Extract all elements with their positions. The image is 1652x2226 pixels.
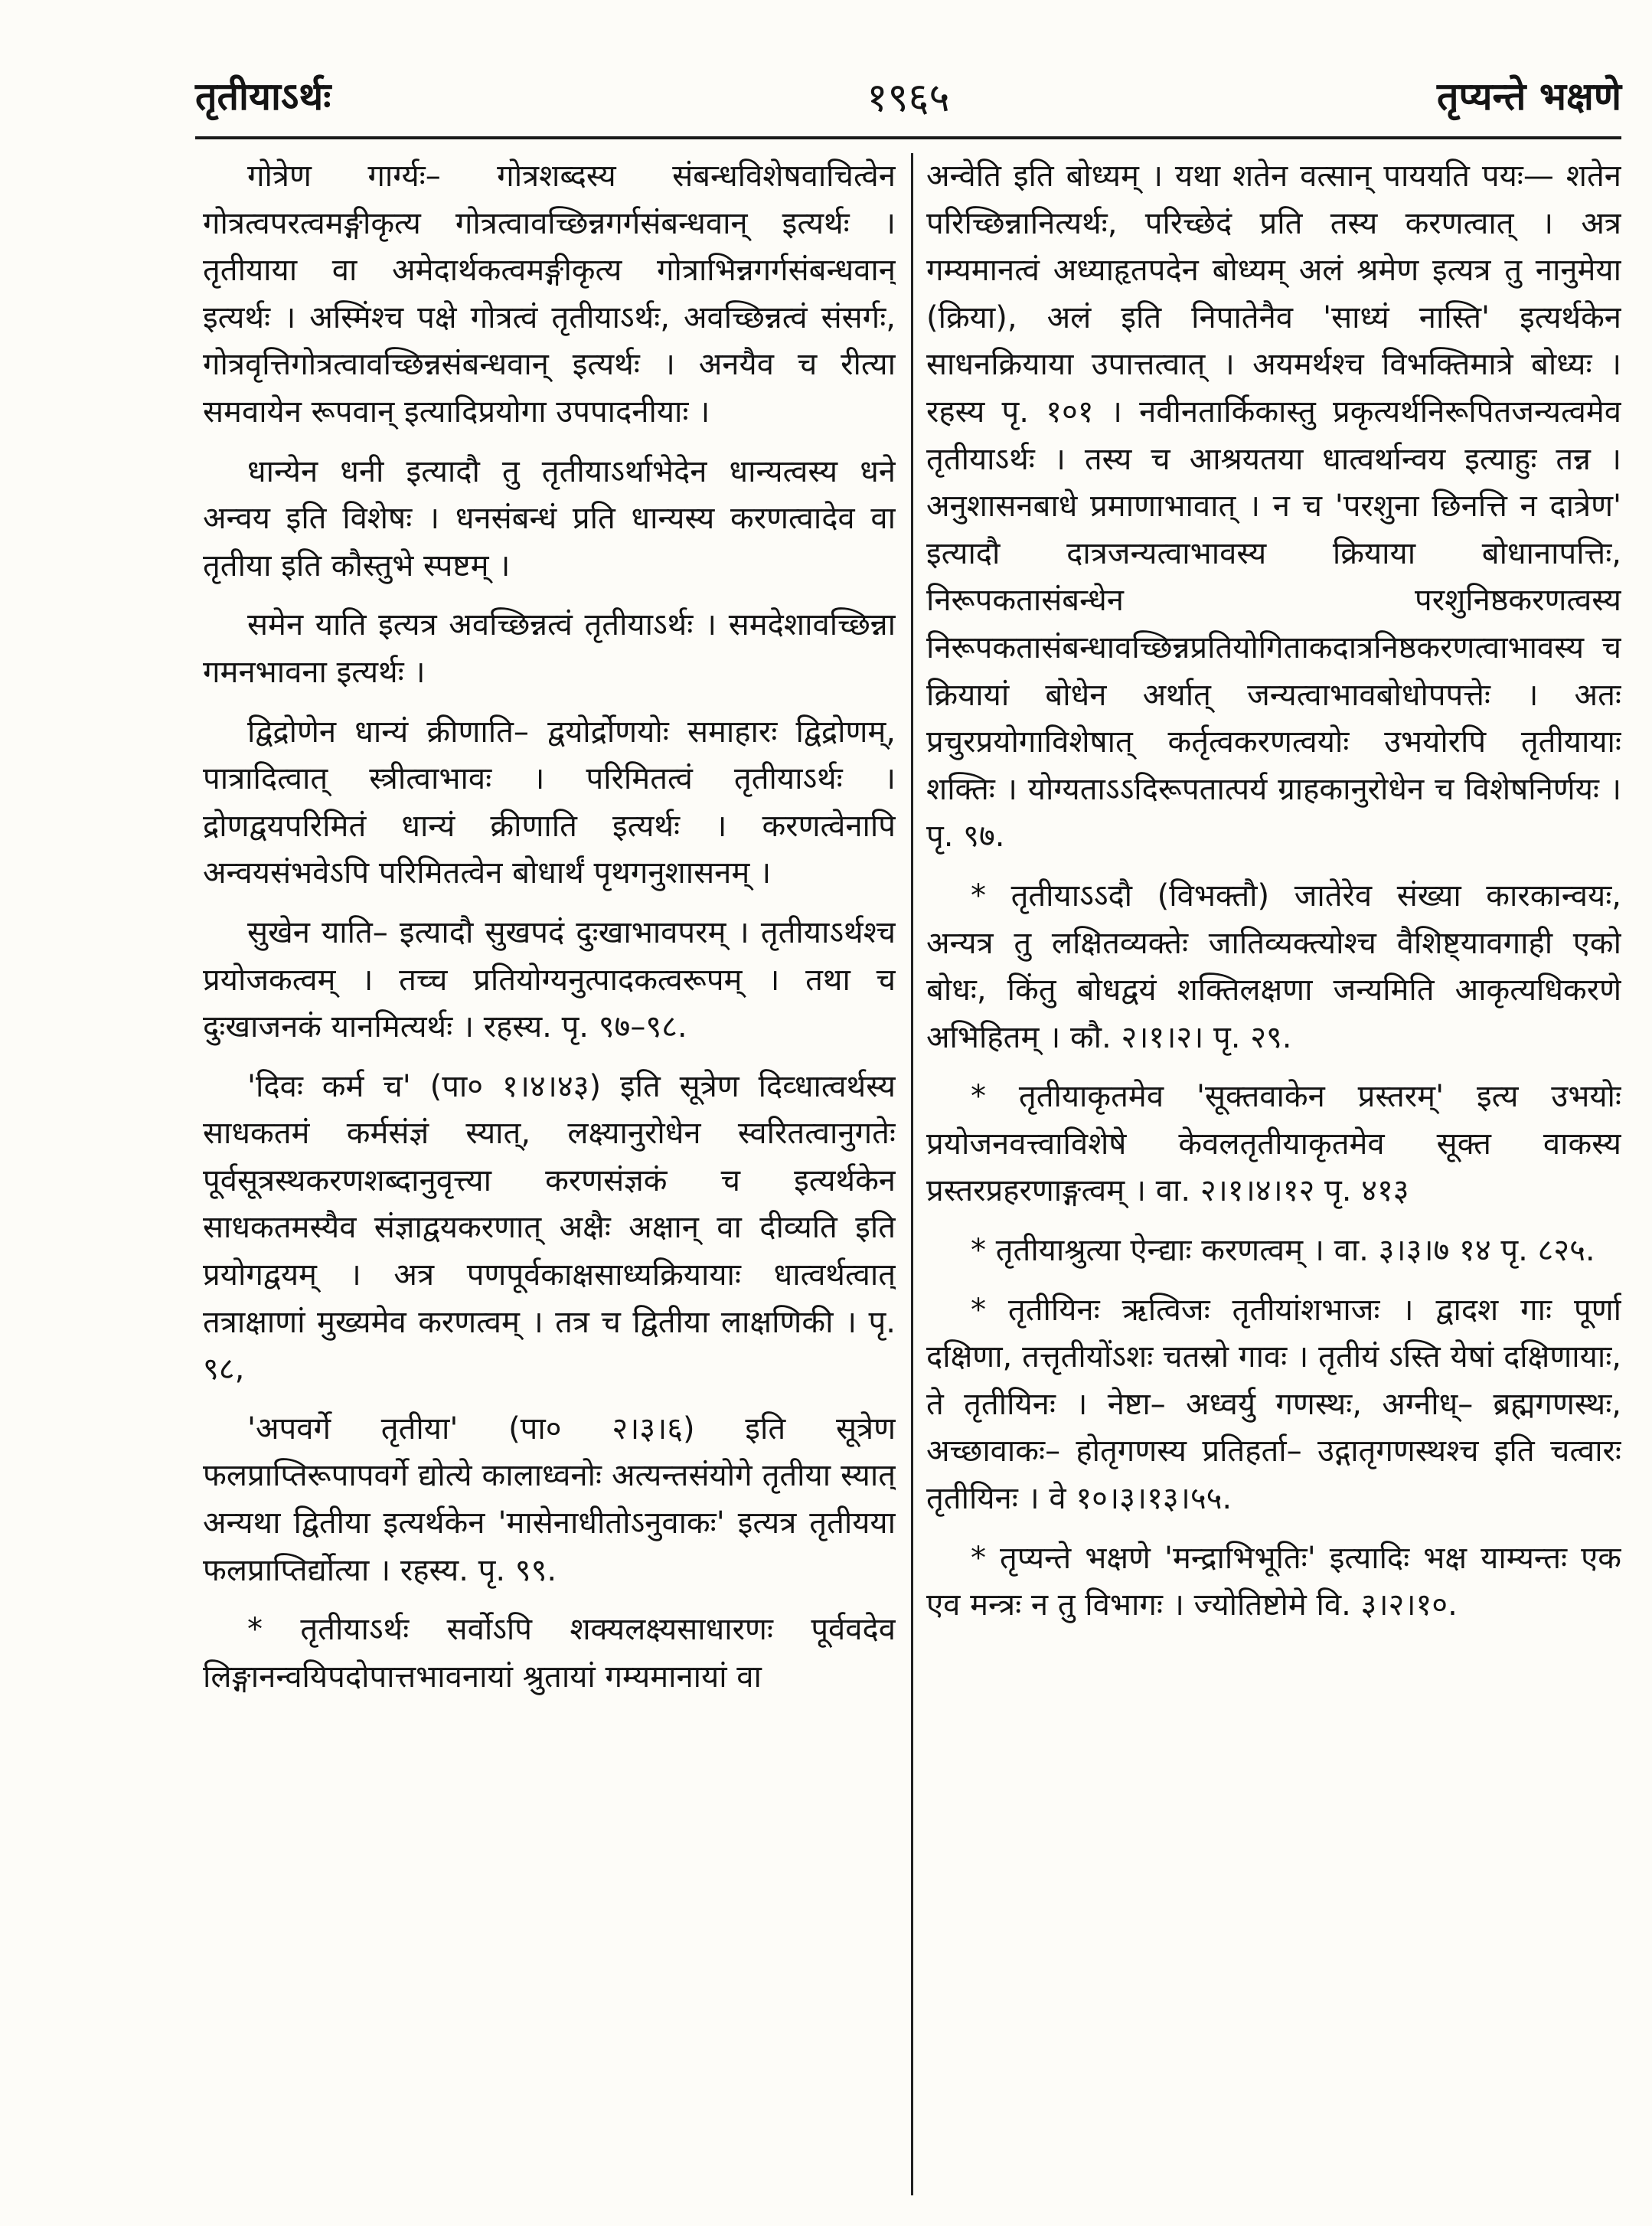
entry-trpyante: * तृप्यन्ते भक्षणे 'मन्द्राभिभूतिः' इत्यादिः भक्ष याम्यन्तः एक एव मन्त्रः न तु विभागः । ज्योतिष्टोमे वि. ३।२।१०. [926,1540,1621,1623]
entry-trtiyakrtam: * तृतीयाकृतमेव 'सूक्तवाकेन प्रस्तरम्' इत्य उभयोः प्रयोजनवत्त्वाविशेषे केवलतृतीयाकृतमेव सूक्त वाकस्य प्रस्तरप्रहरणाङ्गत्वम् । वा. २।१।४।१२ पृ. ४१३ [926,1079,1621,1209]
entry-dvidronena: द्विद्रोणेन धान्यं क्रीणाति– द्वयोर्द्रोणयोः समाहारः द्विद्रोणम्, पात्रादित्वात् स्त्रीत्वाभावः । परिमितत्वं तृतीयाऽर्थः । द्रोणद्वयपरिमितं धान्यं क्रीणाति इत्यर्थः । करणत्वेनापि अन्वयसंभवेऽपि परिमितत्वेन बोधार्थं पृथगनुशासनम् । [203,714,896,891]
page-number: १९६५ [867,75,950,121]
entry-divah-karma: 'दिवः कर्म च' (पा० १।४।४३) इति सूत्रेण दिव्धात्वर्थस्य साधकतमं कर्मसंज्ञं स्यात्, लक्ष्यानुरोधेन स्वरितत्वानुगतेः पूर्वसूत्रस्थकरणशब्दानुवृत्त्या करणसंज्ञकं च इत्यर्थकेन साधकतमस्यैव संज्ञाद्वयकरणात् अक्षैः अक्षान् वा दीव्यति इति प्रयोगद्वयम् । अत्र पणपूर्वकाक्षसाध्यक्रियायाः धात्वर्थत्वात् तत्राक्षाणां मुख्यमेव करणत्वम् । तत्र च द्वितीया लाक्षणिकी । पृ. ९८, [203,1068,896,1388]
entry-continuation: अन्वेति इति बोध्यम् । यथा शतेन वत्सान् पाययति पयः— शतेन परिच्छिन्नानित्यर्थः, परिच्छेदं प्रति तस्य करणत्वात् । अत्र गम्यमानत्वं अध्याहृतपदेन बोध्यम् अलं श्रमेण इत्यत्र तु नानुमेया (क्रिया), अलं इति निपातेनैव 'साध्यं नास्ति' इत्यर्थकेन साधनक्रियाया उपात्तत्वात् । अयमर्थश्च विभक्तिमात्रे बोध्यः । रहस्य पृ. १०१ । नवीनतार्किकास्तु प्रकृत्यर्थनिरूपितजन्यत्वमेव तृतीयाऽर्थः । तस्य च आश्रयतया धात्वर्थान्वय इत्याहुः तन्न । अनुशासनबाधे प्रमाणाभावात् । न च 'परशुना छिनत्ति न दात्रेण' इत्यादौ दात्रजन्यत्वाभावस्य क्रियाया बोधानापत्तिः, निरूपकतासंबन्धेन परशुनिष्ठकरणत्वस्य निरूपकतासंबन्धावच्छिन्नप्रतियोगिताकदात्रनिष्ठकरणत्वाभावस्य च क्रियायां बोधेन अर्थात् जन्यत्वाभावबोधोपपत्तेः । अतः प्रचुरप्रयोगाविशेषात् कर्तृत्वकरणत्वयोः उभयोरपि तृतीयायाः शक्तिः । योग्यताऽऽदिरूपतात्पर्य ग्राहकानुरोधेन च विशेषनिर्णयः । पृ. ९७. [926,159,1621,855]
entry-trtiyarthah: * तृतीयाऽर्थः सर्वोऽपि शक्यलक्ष्यसाधारणः पूर्ववदेव लिङ्गानन्वयिपदोपात्तभावनायां श्रुतायां गम्यमानायां वा [203,1612,896,1695]
entry-trtiyinah: * तृतीयिनः ऋत्विजः तृतीयांशभाजः । द्वादश गाः पूर्णा दक्षिणा, तत्तृतीयोंऽशः चतस्रो गावः । तृतीयं ऽस्ति येषां दक्षिणायाः, ते तृतीयिनः । नेष्टा– अध्वर्यु गणस्थः, अग्नीध्– ब्रह्मगणस्थः, अच्छावाकः– होतृगणस्य प्रतिहर्ता– उद्गातृगणस्थश्च इति चत्वारः तृतीयिनः । वे १०।३।१३।५५. [926,1292,1621,1517]
entry-apavarge: 'अपवर्गे तृतीया' (पा० २।३।६) इति सूत्रेण फलप्राप्तिरूपापवर्गे द्योत्ये कालाध्वनोः अत्यन्तसंयोगे तृतीया स्यात् अन्यथा द्वितीया इत्यर्थकेन 'मासेनाधीतोऽनुवाकः' इत्यत्र तृतीयया फलप्राप्तिर्द्योत्या । रहस्य. पृ. ९९. [203,1410,896,1588]
right-column [926,153,1621,2195]
entry-samena: समेन याति इत्यत्र अवच्छिन्नत्वं तृतीयाऽर्थः । समदेशावच्छिन्ना गमनभावना इत्यर्थः । [203,607,896,690]
entry-sukhena: सुखेन याति– इत्यादौ सुखपदं दुःखाभावपरम् । तृतीयाऽर्थश्च प्रयोजकत्वम् । तच्च प्रतियोग्यनुत्पादकत्वरूपम् । तथा च दुःखाजनकं यानमित्यर्थः । रहस्य. पृ. ९७–९८. [203,914,896,1045]
entry-gotrena: गोत्रेण गार्ग्यः– गोत्रशब्दस्य संबन्धविशेषवाचित्वेन गोत्रत्वपरत्वमङ्गीकृत्य गोत्रत्वावच्छिन्नगर्गसंबन्धवान् इत्यर्थः । तृतीयाया वा अमेदार्थकत्वमङ्गीकृत्य गोत्राभिन्नगर्गसंबन्धवान् इत्यर्थः । अस्मिंश्च पक्षे गोत्रत्वं तृतीयाऽर्थः, अवच्छिन्नत्वं संसर्गः, गोत्रवृत्तिगोत्रत्वावच्छिन्नसंबन्धवान् इत्यर्थः । अनयैव च रीत्या समवायेन रूपवान् इत्यादिप्रयोगा उपपादनीयाः । [203,159,896,430]
entry-trtiyadau: * तृतीयाऽऽदौ (विभक्तौ) जातेरेव संख्या कारकान्वयः, अन्यत्र तु लक्षितव्यक्तेः जातिव्यक्त्योश्च वैशिष्ट्यावगाही एको बोधः, किंतु बोधद्वयं शक्तिलक्षणा जन्यमिति आकृत्यधिकरणे अभिहितम् । कौ. २।१।२। पृ. २९. [926,878,1621,1055]
entry-trtiyasrutya: * तृतीयाश्रुत्या ऐन्द्याः करणत्वम् । वा. ३।३।७ १४ पृ. ८२५. [971,1233,1595,1269]
running-header [195,60,1621,139]
header-left-term: तृतीयाऽर्थः [195,74,331,119]
entry-dhanyena: धान्येन धनी इत्यादौ तु तृतीयाऽर्थाभेदेन धान्यत्वस्य धने अन्वय इति विशेषः । धनसंबन्धं प्रति धान्यस्य करणत्वादेव वा तृतीया इति कौस्तुभे स्पष्टम् । [203,453,896,583]
left-column [203,153,896,2195]
column-divider [911,153,913,2195]
header-right-term: तृप्यन्ते भक्षणे [1436,74,1621,119]
